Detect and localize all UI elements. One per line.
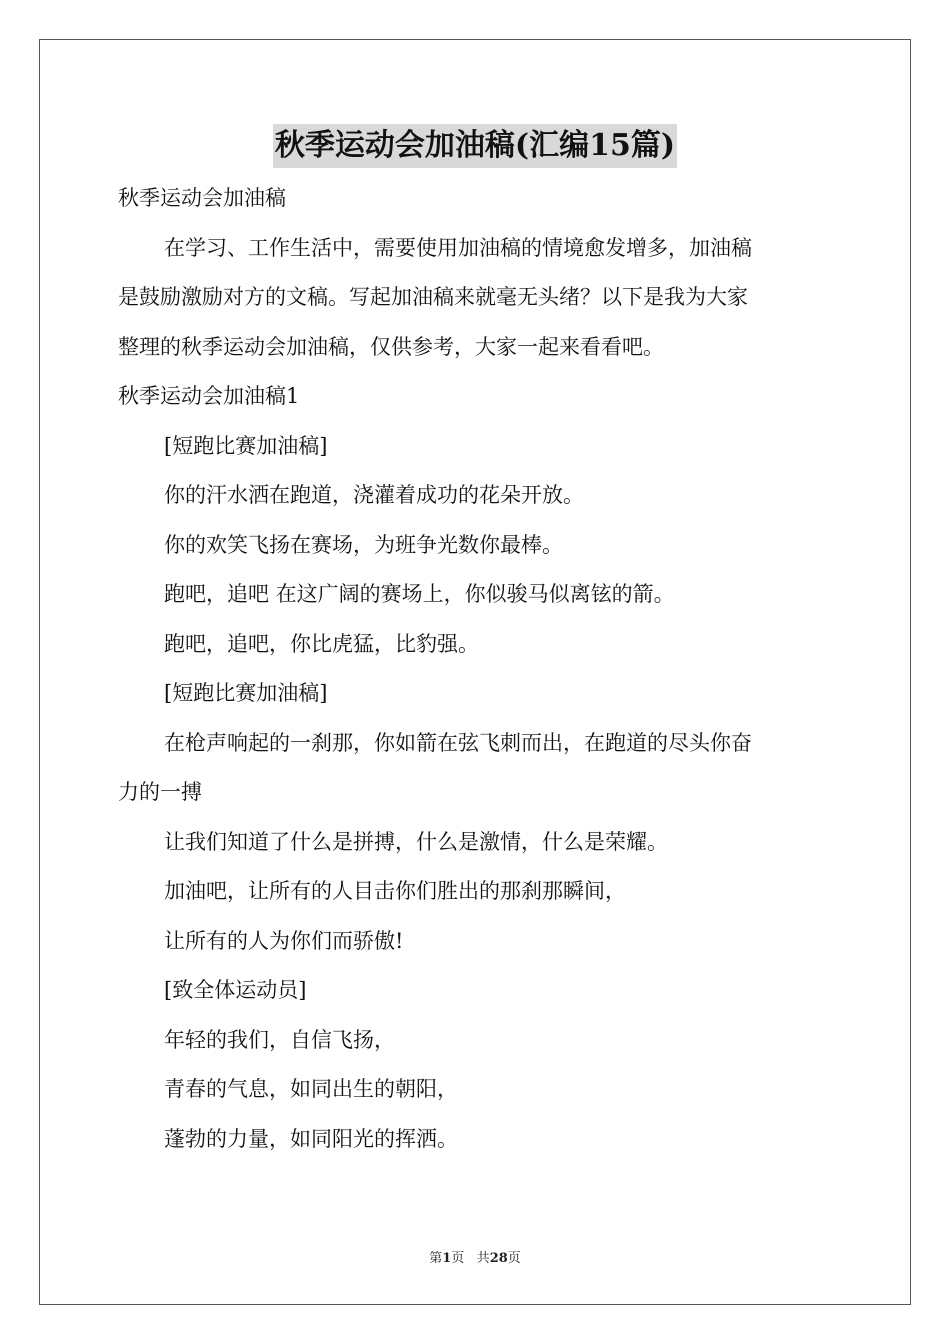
- text-line: [118, 818, 838, 868]
- document-title: 秋季运动会加油稿(汇编15篇): [273, 124, 677, 168]
- line-text: 跑吧，追吧，你比虎猛，比豹强。: [164, 631, 479, 656]
- line-text: 加油吧，让所有的人目击你们胜出的那刹那瞬间，: [164, 879, 626, 903]
- text-line: [118, 1115, 838, 1165]
- line-text: 秋季运动会加油稿1: [118, 384, 300, 408]
- line-text: 青春的气息，如同出生的朝阳，: [164, 1077, 458, 1101]
- page-suffix: 页: [451, 1251, 465, 1266]
- text-line: [118, 867, 838, 917]
- text-line: [118, 768, 838, 818]
- page-total: 28: [489, 1251, 508, 1266]
- line-text: 在枪声响起的一刹那，你如箭在弦飞刺而出，在跑道的尽头你奋: [164, 730, 752, 755]
- text-line: [118, 620, 838, 670]
- text-line: [118, 966, 838, 1016]
- text-line: [118, 422, 838, 472]
- total-suffix: 页: [507, 1251, 521, 1266]
- text-line: [118, 719, 838, 769]
- line-text: 是鼓励激励对方的文稿。写起加油稿来就毫无头绪？以下是我为大家: [118, 285, 748, 309]
- total-prefix: 共: [476, 1251, 490, 1266]
- line-text: 力的一搏: [118, 780, 202, 804]
- text-line: [118, 174, 838, 224]
- text-line: [118, 323, 838, 373]
- text-line: [118, 273, 838, 323]
- title-wrap: [0, 124, 950, 168]
- text-line: [118, 1065, 838, 1115]
- text-line: [118, 570, 838, 620]
- text-line: [118, 521, 838, 571]
- text-line: [118, 372, 838, 422]
- line-text: 年轻的我们，自信飞扬，: [164, 1027, 395, 1052]
- line-text: 跑吧，追吧 在这广阔的赛场上，你似骏马似离铉的箭。: [164, 582, 675, 606]
- line-text: 你的欢笑飞扬在赛场，为班争光数你最棒。: [164, 532, 563, 557]
- line-text: 秋季运动会加油稿: [118, 186, 286, 210]
- page-prefix: 第: [429, 1251, 443, 1266]
- line-text: 让我们知道了什么是拼搏，什么是激情，什么是荣耀。: [164, 829, 668, 854]
- line-text: 在学习、工作生活中，需要使用加油稿的情境愈发增多，加油稿: [164, 235, 752, 260]
- line-text: 你的汗水洒在跑道，浇灌着成功的花朵开放。: [164, 483, 584, 507]
- page-footer: [0, 1247, 950, 1266]
- text-line: [118, 471, 838, 521]
- text-line: [118, 224, 838, 274]
- line-text: 让所有的人为你们而骄傲!: [164, 928, 404, 953]
- page-current: 1: [442, 1251, 452, 1266]
- document-body: [118, 174, 838, 1164]
- line-text: [短跑比赛加油稿]: [164, 681, 328, 705]
- text-line: [118, 917, 838, 967]
- line-text: [致全体运动员]: [164, 978, 307, 1002]
- text-line: [118, 1016, 838, 1066]
- line-text: 整理的秋季运动会加油稿，仅供参考，大家一起来看看吧。: [118, 334, 664, 359]
- line-text: 蓬勃的力量，如同阳光的挥洒。: [164, 1126, 458, 1151]
- text-line: [118, 669, 838, 719]
- line-text: [短跑比赛加油稿]: [164, 433, 328, 458]
